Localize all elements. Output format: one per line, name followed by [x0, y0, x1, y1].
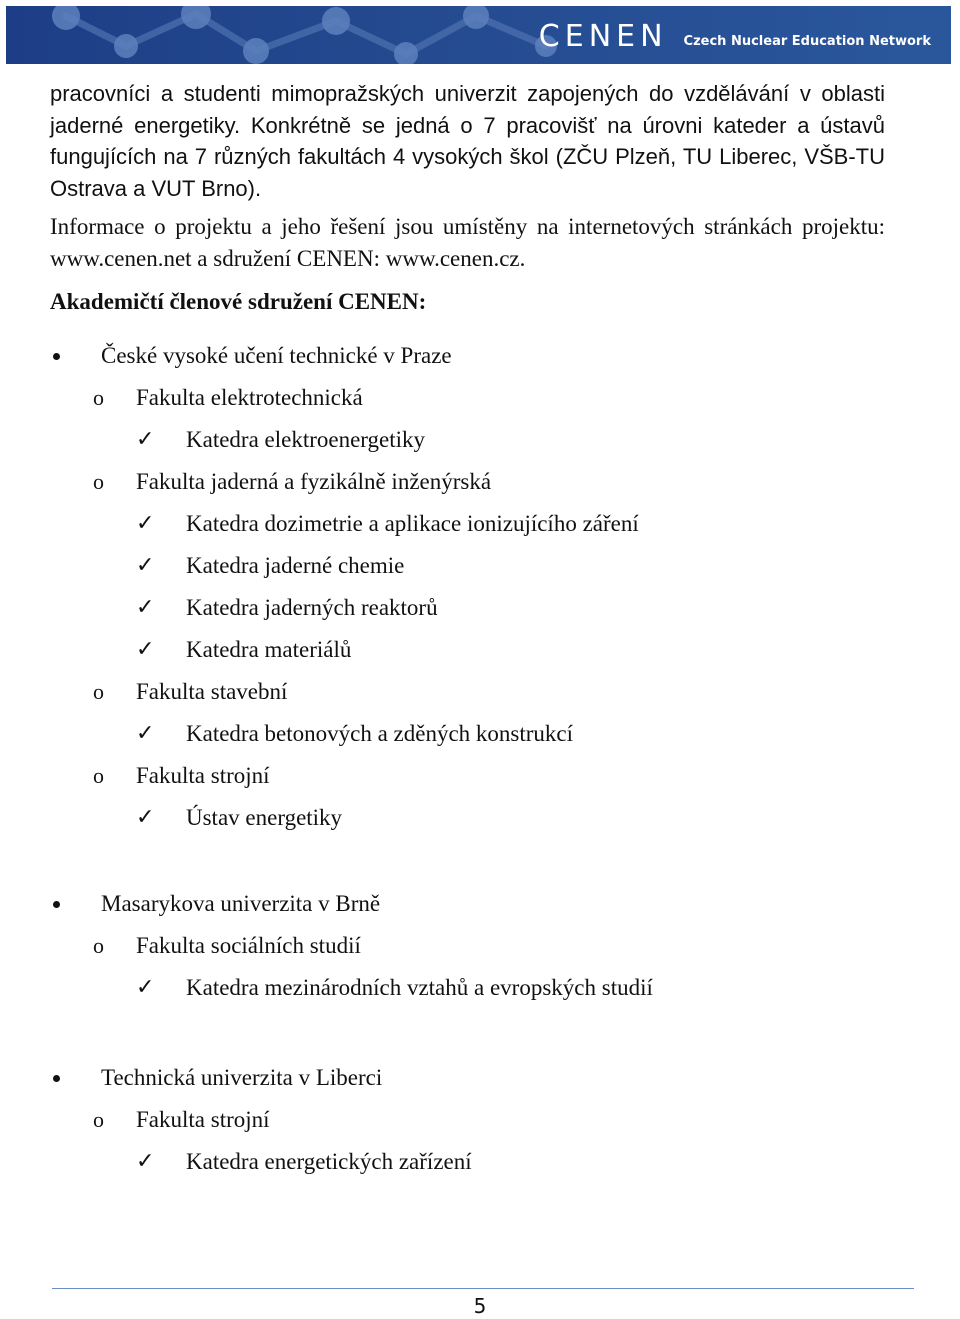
faculty-name: Fakulta strojní — [136, 1107, 270, 1132]
intro-paragraph: pracovníci a studenti mimopražských univerzit zapojených do vzdělávání v oblasti jaderné energetiky. Konkrétně se jedná o 7 pracovišť na úrovni kateder a ústavů fungujících na 7 různých fakultách 4 vysokých škol (ZČU Plzeň, TU Liberec, VŠB-TU Ostrava a VUT Brno). — [50, 81, 885, 201]
page-number: 5 — [473, 1294, 487, 1318]
circle-bullet-icon: o — [93, 1107, 104, 1132]
bullet-icon — [53, 353, 60, 360]
check-icon: ✓ — [136, 595, 155, 620]
brand — [538, 19, 931, 54]
circle-bullet-icon: o — [93, 679, 104, 704]
footer-divider — [52, 1288, 914, 1289]
faculty-name: Fakulta elektrotechnická — [136, 385, 363, 410]
check-icon: ✓ — [136, 427, 155, 452]
check-icon: ✓ — [136, 1149, 155, 1174]
university-name: České vysoké učení technické v Praze — [101, 343, 452, 368]
header-banner — [6, 6, 951, 64]
check-icon: ✓ — [136, 511, 155, 536]
bullet-icon — [53, 1075, 60, 1082]
molecule-graphic — [6, 6, 566, 64]
bullet-icon — [53, 901, 60, 908]
university-name: Technická univerzita v Liberci — [101, 1065, 383, 1090]
department-name: Katedra energetických zařízení — [186, 1149, 472, 1174]
document-body — [50, 78, 885, 318]
faculty-name: Fakulta strojní — [136, 763, 270, 788]
department-name: Katedra jaderné chemie — [186, 553, 405, 578]
check-icon: ✓ — [136, 637, 155, 662]
members-heading: Akademičtí členové sdružení CENEN: — [50, 288, 427, 314]
brand-logo-text: CENEN — [538, 19, 668, 54]
check-icon: ✓ — [136, 975, 155, 1000]
brand-tagline: Czech Nuclear Education Network — [683, 34, 931, 49]
info-paragraph: Informace o projektu a jeho řešení jsou umístěny na internetových stránkách projektu: www.cenen.net a sdružení CENEN: www.cenen.cz. — [50, 214, 885, 271]
department-name: Katedra materiálů — [186, 637, 352, 662]
circle-bullet-icon: o — [93, 469, 104, 494]
department-name: Katedra elektroenergetiky — [186, 427, 426, 452]
faculty-name: Fakulta stavební — [136, 679, 288, 704]
check-icon: ✓ — [136, 553, 155, 578]
check-icon: ✓ — [136, 721, 155, 746]
circle-bullet-icon: o — [93, 763, 104, 788]
department-name: Ústav energetiky — [186, 805, 343, 830]
circle-bullet-icon: o — [93, 933, 104, 958]
department-name: Katedra dozimetrie a aplikace ionizujícího záření — [186, 511, 639, 536]
faculty-name: Fakulta sociálních studií — [136, 933, 361, 958]
faculty-name: Fakulta jaderná a fyzikálně inženýrská — [136, 469, 492, 494]
department-name: Katedra mezinárodních vztahů a evropských studií — [186, 975, 653, 1000]
university-name: Masarykova univerzita v Brně — [101, 891, 381, 916]
department-name: Katedra betonových a zděných konstrukcí — [186, 721, 574, 746]
check-icon: ✓ — [136, 805, 155, 830]
department-name: Katedra jaderných reaktorů — [186, 595, 438, 620]
circle-bullet-icon: o — [93, 385, 104, 410]
